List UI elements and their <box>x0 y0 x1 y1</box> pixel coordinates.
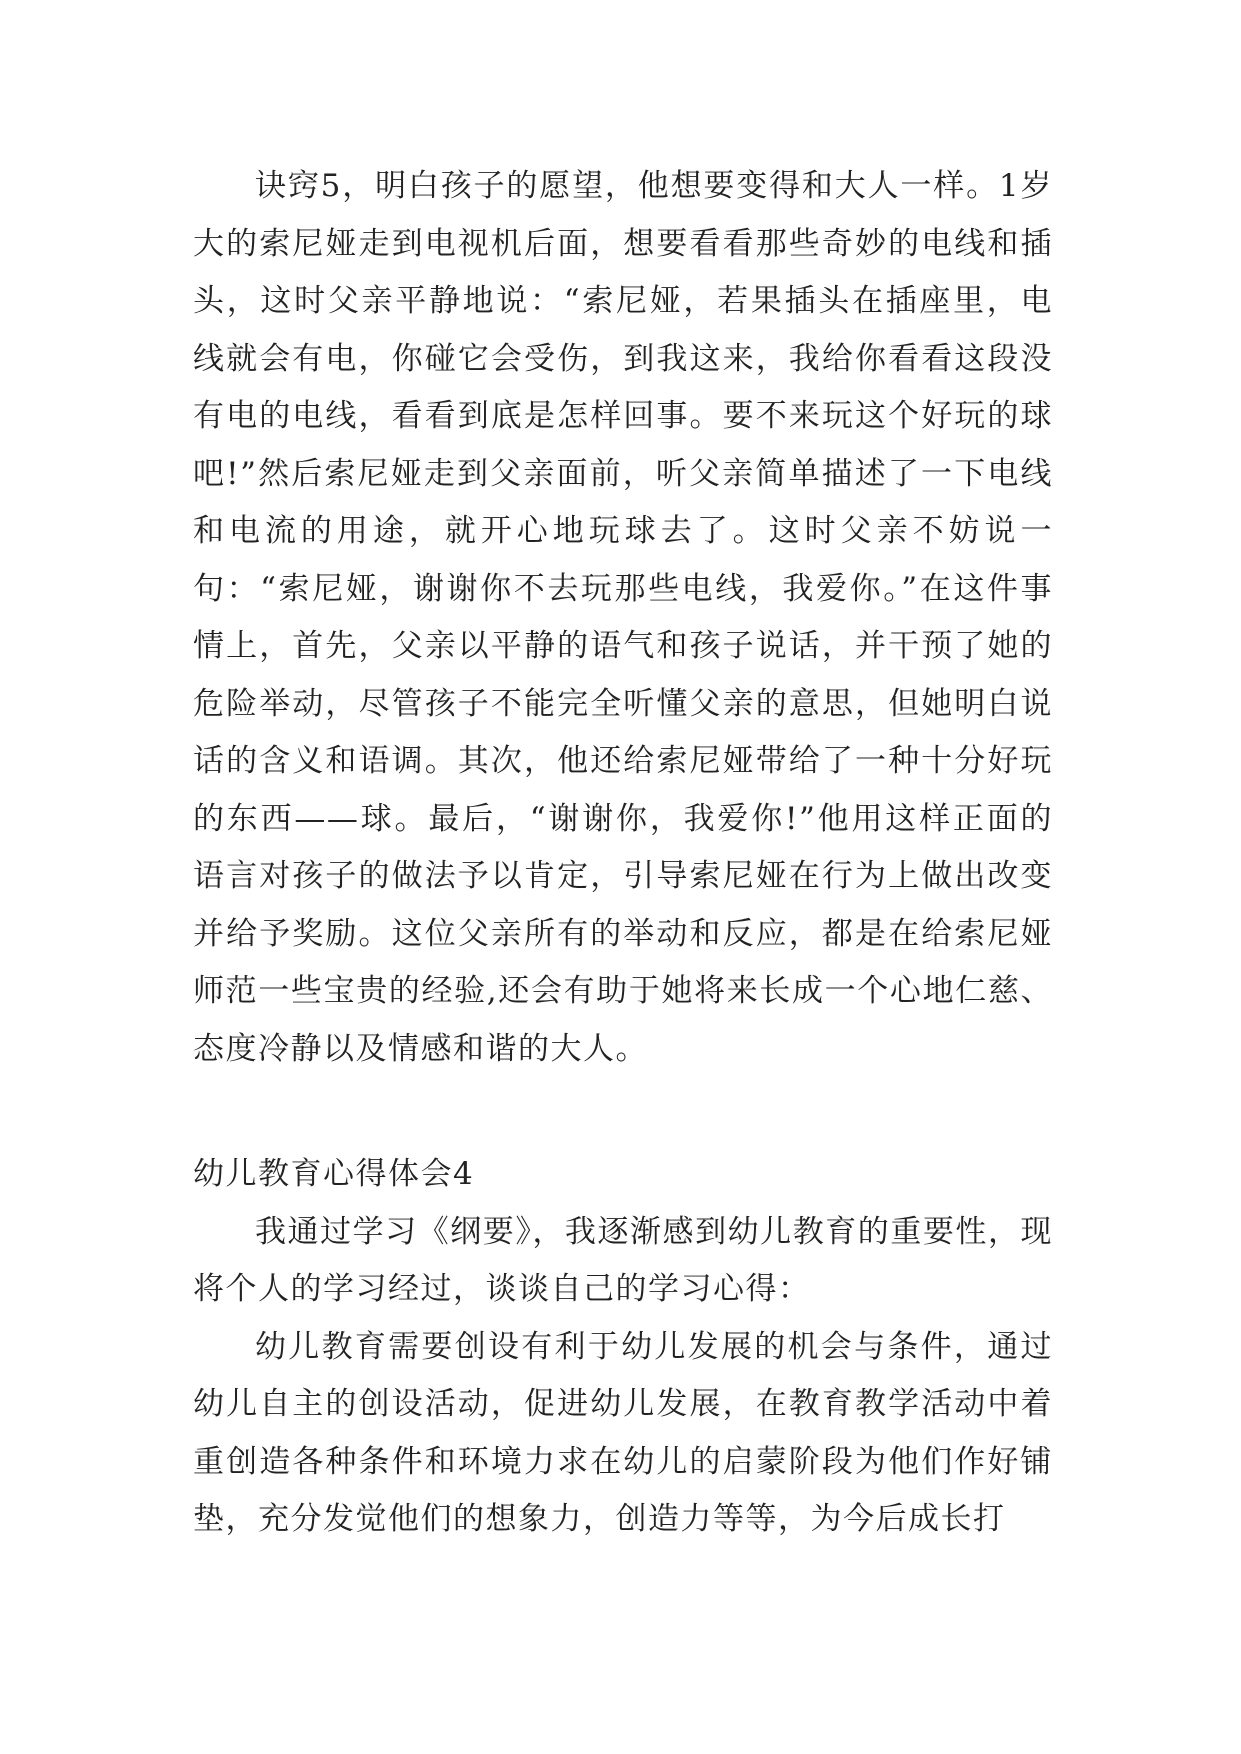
paragraph-intro: 我通过学习《纲要》，我逐渐感到幼儿教育的重要性，现将个人的学习经过，谈谈自己的学习心得： <box>193 1213 1053 1307</box>
section-heading: 幼儿教育心得体会4 <box>193 1156 475 1192</box>
paragraph-education: 幼儿教育需要创设有利于幼儿发展的机会与条件，通过幼儿自主的创设活动，促进幼儿发展，在教育教学活动中着重创造各种条件和环境力求在幼儿的启蒙阶段为他们作好铺垫，充分发觉他们的想象力，创造力等等，为今后成长打 <box>193 1328 1053 1537</box>
body-text-bottom <box>193 1146 1053 1549</box>
body-text-top <box>193 158 1053 1078</box>
paragraph-tip-5: 诀窍5，明白孩子的愿望，他想要变得和大人一样。1岁大的索尼娅走到电视机后面，想要看看那些奇妙的电线和插头，这时父亲平静地说：“索尼娅，若果插头在插座里，电线就会有电，你碰它会受伤，到我这来，我给你看看这段没有电的电线，看看到底是怎样回事。要不来玩这个好玩的球吧!”然后索尼娅走到父亲面前，听父亲简单描述了一下电线和电流的用途，就开心地玩球去了。这时父亲不妨说一句：“索尼娅，谢谢你不去玩那些电线，我爱你。”在这件事情上，首先，父亲以平静的语气和孩子说话，并干预了她的危险举动，尽管孩子不能完全听懂父亲的意思，但她明白说话的含义和语调。其次，他还给索尼娅带给了一种十分好玩的东西——球。最后，“谢谢你，我爱你!”他用这样正面的语言对孩子的做法予以肯定，引导索尼娅在行为上做出改变并给予奖励。这位父亲所有的举动和反应，都是在给索尼娅师范一些宝贵的经验,还会有助于她将来长成一个心地仁慈、态度冷静以及情感和谐的大人。 <box>193 168 1053 1067</box>
